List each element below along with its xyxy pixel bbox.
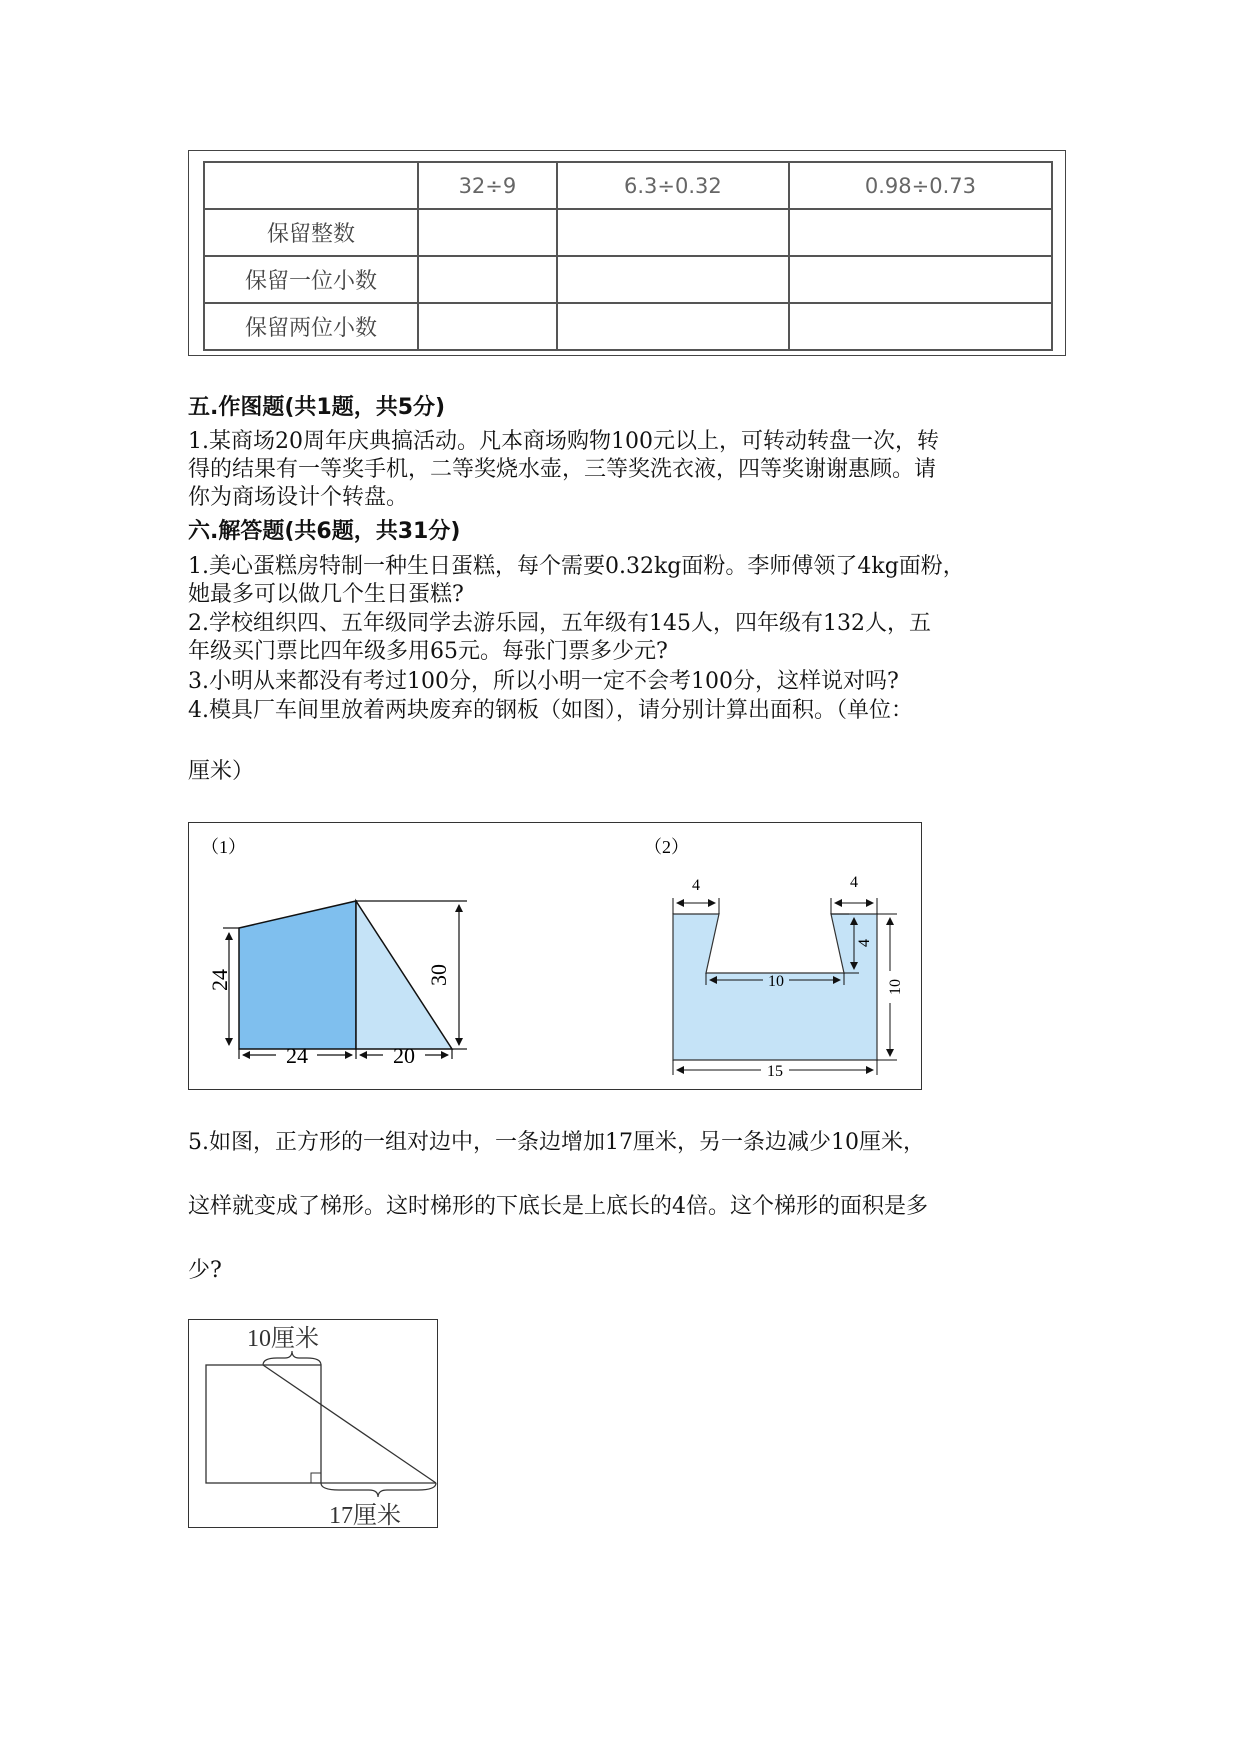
section-6-q4-line: 厘米） <box>188 759 255 784</box>
top-brace <box>263 1351 321 1365</box>
square-trapezoid-figure <box>188 1319 438 1528</box>
trapezoid-shape <box>239 901 356 1049</box>
answer-cell <box>418 303 557 350</box>
section-6-heading: 六.解答题(共6题，共31分) <box>188 519 461 544</box>
section-5-q1-line: 得的结果有一等奖手机，二等奖烧水壶，三等奖洗衣液，四等奖谢谢惠顾。请 <box>188 457 937 482</box>
table-header-cell: 32÷9 <box>418 162 557 209</box>
section-6-q4-line: 4.模具厂车间里放着两块废弃的钢板（如图），请分别计算出面积。（单位： <box>188 698 913 723</box>
square-shape <box>206 1365 321 1483</box>
answer-cell <box>789 303 1052 350</box>
notch-bottom-label: 10 <box>768 973 784 990</box>
base-right-label: 20 <box>393 1043 415 1068</box>
answer-cell <box>418 256 557 303</box>
base-left-label: 24 <box>286 1043 308 1068</box>
section-6-q5-line: 这样就变成了梯形。这时梯形的下底长是上底长的4倍。这个梯形的面积是多 <box>188 1194 928 1219</box>
section-5-heading: 五.作图题(共1题，共5分) <box>188 395 446 420</box>
panel-1-label: （1） <box>201 837 246 857</box>
section-6-q5-line: 少? <box>188 1258 222 1283</box>
bottom-measure-label: 17厘米 <box>329 1503 401 1527</box>
section-6-q1-line: 她最多可以做几个生日蛋糕? <box>188 582 464 607</box>
panel-2-label: （2） <box>644 837 689 857</box>
left-height-label: 24 <box>207 969 232 991</box>
right-angle-mark <box>311 1473 321 1483</box>
bottom-brace <box>321 1483 436 1497</box>
steel-plates-diagram <box>189 823 921 1089</box>
section-6-q2-line: 2.学校组织四、五年级同学去游乐园，五年级有145人，四年级有132人，五 <box>188 611 931 636</box>
row-label: 保留一位小数 <box>204 256 418 303</box>
notch-depth-label: 4 <box>856 939 873 947</box>
trapezoid-slant-edge <box>263 1365 436 1483</box>
answer-cell <box>789 209 1052 256</box>
section-6-q5-line: 5.如图，正方形的一组对边中，一条边增加17厘米，另一条边减少10厘米， <box>188 1130 925 1155</box>
section-6-q2-line: 年级买门票比四年级多用65元。每张门票多少元? <box>188 639 668 664</box>
section-6-q1-line: 1.美心蛋糕房特制一种生日蛋糕，每个需要0.32kg面粉。李师傅领了4kg面粉， <box>188 554 965 579</box>
table-row <box>204 303 1052 350</box>
answer-cell <box>789 256 1052 303</box>
table-header-cell: 0.98÷0.73 <box>789 162 1052 209</box>
answer-cell <box>557 256 789 303</box>
height-label: 10 <box>887 979 904 995</box>
steel-plates-figure <box>188 822 922 1090</box>
section-5-q1-line: 1.某商场20周年庆典搞活动。凡本商场购物100元以上，可转动转盘一次，转 <box>188 429 939 454</box>
row-label: 保留两位小数 <box>204 303 418 350</box>
row-label: 保留整数 <box>204 209 418 256</box>
section-5-q1-line: 你为商场设计个转盘。 <box>188 485 409 510</box>
rounding-table-figure <box>188 150 1066 356</box>
rounding-table <box>203 161 1053 351</box>
top-left-label: 4 <box>692 877 700 894</box>
top-measure-label: 10厘米 <box>247 1326 319 1352</box>
answer-cell <box>418 209 557 256</box>
table-row <box>204 256 1052 303</box>
table-row <box>204 209 1052 256</box>
top-right-label: 4 <box>850 874 858 891</box>
answer-cell <box>557 303 789 350</box>
table-header-cell <box>204 162 418 209</box>
section-6-q3-line: 3.小明从来都没有考过100分，所以小明一定不会考100分，这样说对吗? <box>188 669 899 694</box>
table-header-cell: 6.3÷0.32 <box>557 162 789 209</box>
square-trapezoid-diagram <box>189 1320 437 1527</box>
right-height-label: 30 <box>426 964 451 986</box>
table-header-row <box>204 162 1052 209</box>
answer-cell <box>557 209 789 256</box>
base-label: 15 <box>767 1063 783 1080</box>
